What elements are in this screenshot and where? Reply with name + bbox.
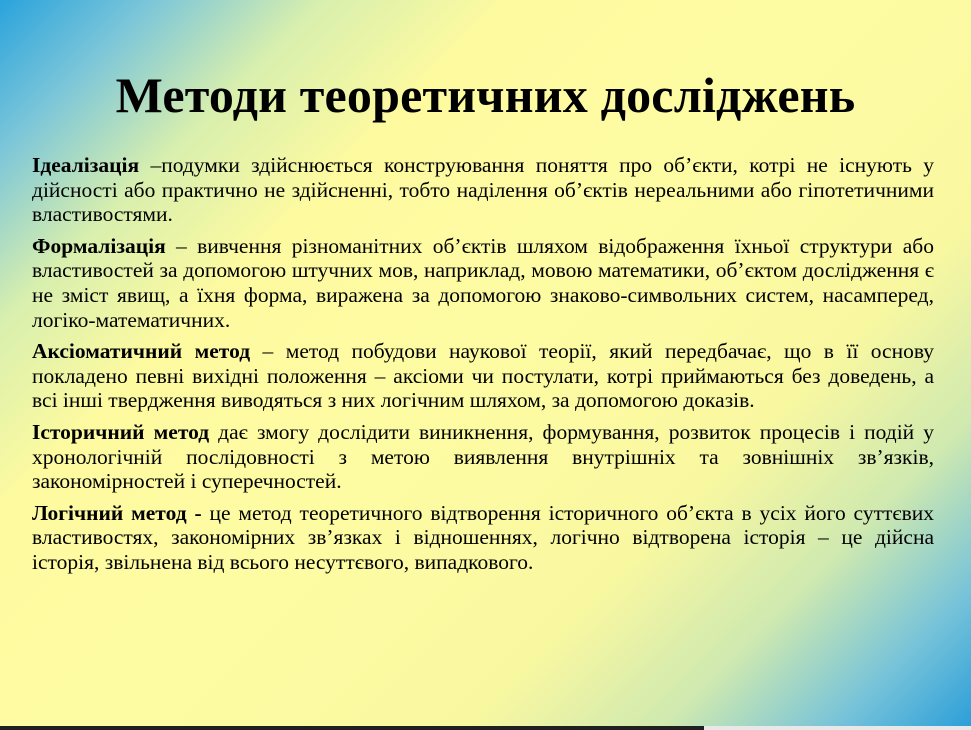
paragraph-formalization [32,234,934,332]
paragraph-logical-method [32,501,934,575]
slide-title: Методи теоретичних досліджень [115,67,856,123]
definition-formalization: – вивчення різноманітних об’єктів шляхом відображення їхньої структури або властивостей за допомогою штучних мов, наприклад, мовою математики, об’єктом дослідження є не зміст явищ, а їхня форма, виражена за допомогою знаково-символьних систем, насамперед, логіко-математичних. [32,233,934,332]
paragraph-axiomatic-method [32,339,934,413]
paragraph-historical-method [32,420,934,494]
bottom-border-light [704,726,971,730]
term-logical-method: Логічний метод - [32,500,202,525]
term-historical-method: Історичний метод [32,419,210,444]
definition-historical-method: дає змогу дослідити виникнення, формування, розвиток процесів і подій у хронологічній послідовності з метою виявлення внутрішніх та зовнішніх зв’язків, закономірностей і суперечностей. [32,419,934,494]
term-idealization: Ідеалізація [32,153,140,177]
term-formalization: Формалізація [32,233,166,258]
definition-idealization: –подумки здійснюється конструювання поняття про об’єкти, котрі не існують у дійсності або практично не здійсненні, тобто наділення об’єктів нереальними або гіпотетичними властивостями. [32,153,934,227]
paragraph-idealization [32,153,934,227]
definition-axiomatic-method: – метод побудови наукової теорії, який передбачає, що в її основу покладено певні вихідні положення – аксіоми чи постулати, котрі приймаються без доведень, а всі інші твердження виводяться з них логічним шляхом, за допомогою доказів. [32,339,934,413]
definition-logical-method: це метод теоретичного відтворення історичного об’єкта в усіх його суттєвих властивостях, закономірних зв’язках і відношеннях, логічно відтворена історія – це дійсна історія, звільнена від всього несуттєвого, випадкового. [32,500,934,574]
slide-content [32,153,934,582]
term-axiomatic-method: Аксіоматичний метод [32,339,251,364]
